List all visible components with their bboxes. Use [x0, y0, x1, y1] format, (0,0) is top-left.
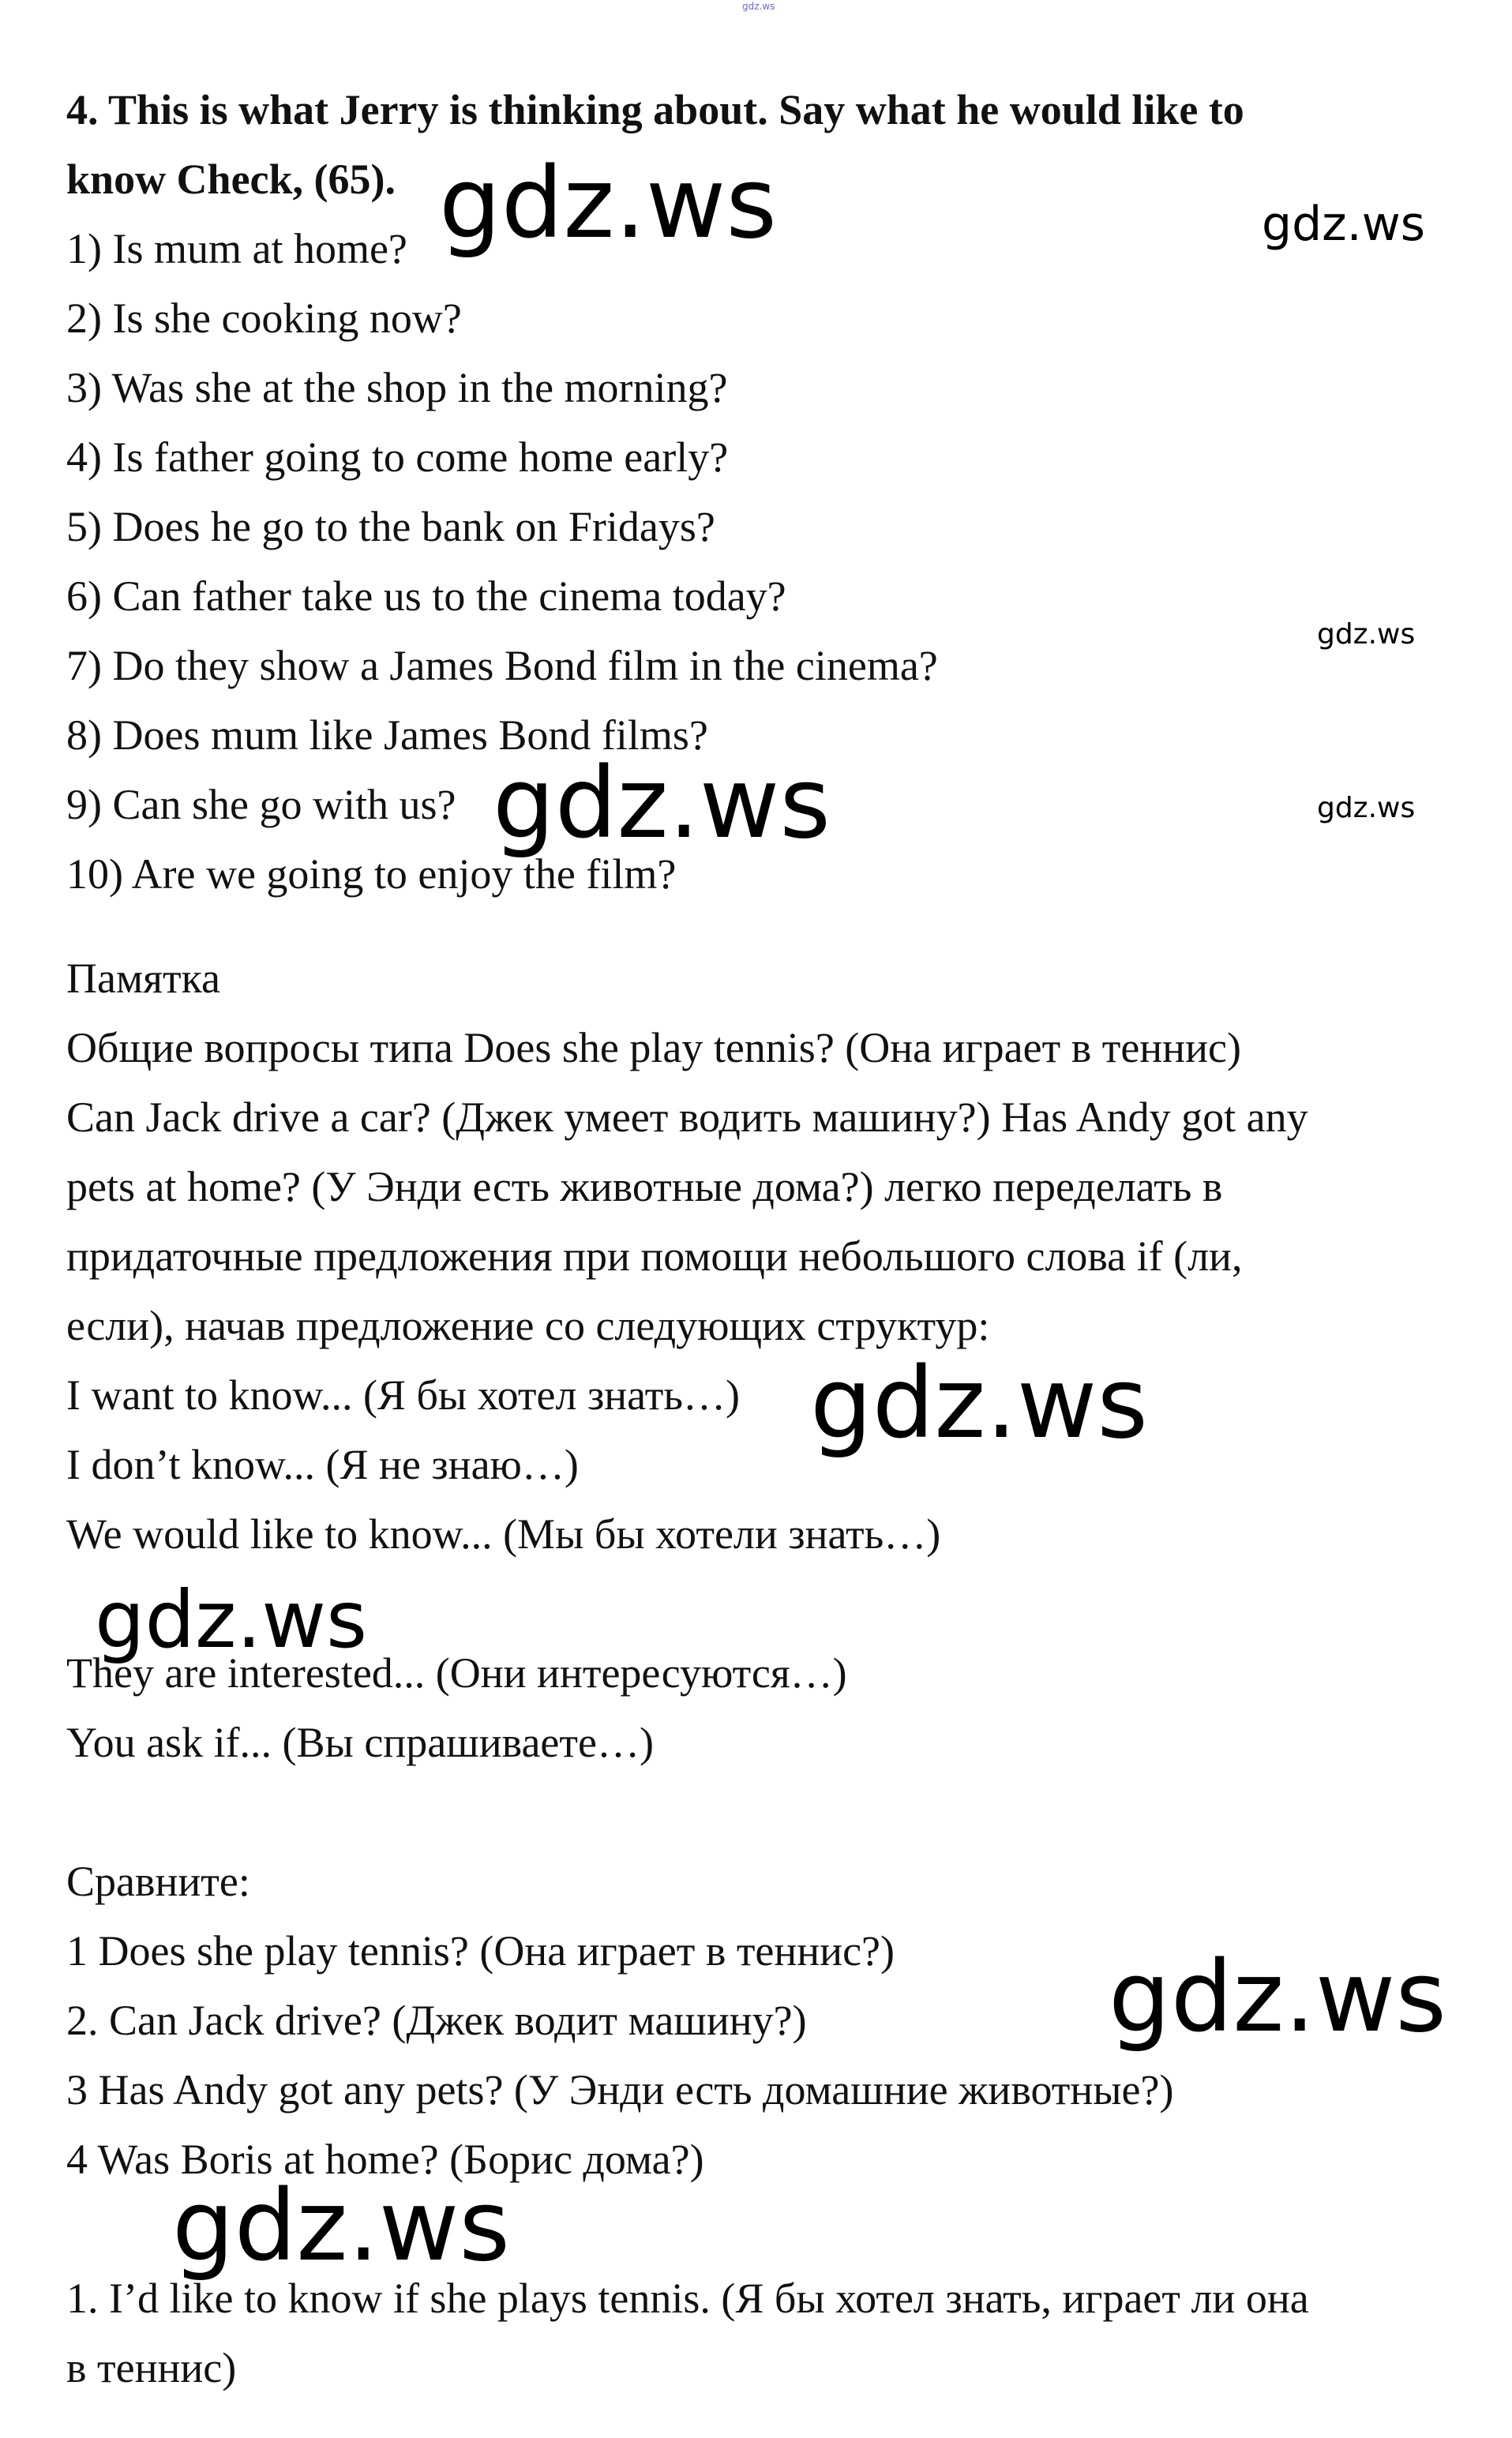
memo-line: если), начав предложение со следующих структур:	[66, 1302, 990, 1349]
question-item: 5) Does he go to the bank on Fridays?	[66, 503, 715, 550]
question-item: 10) Are we going to enjoy the film?	[66, 850, 677, 898]
memo-line: придаточные предложения при помощи небольшого слова if (ли,	[66, 1232, 1243, 1280]
compare-heading: Сравните:	[66, 1858, 250, 1905]
memo-line: I want to know... (Я бы хотел знать…)	[66, 1371, 740, 1419]
question-item: 1) Is mum at home?	[66, 225, 407, 272]
question-item: 9) Can she go with us?	[66, 781, 456, 828]
answer-line: в теннис)	[66, 2344, 237, 2391]
watermark: gdz.ws	[439, 147, 777, 261]
memo-line: pets at home? (У Энди есть животные дома?) легко переделать в	[66, 1163, 1223, 1210]
top-tiny-watermark: gdz.ws	[742, 1, 775, 12]
question-item: 8) Does mum like James Bond films?	[66, 711, 708, 759]
memo-line: We would like to know... (Мы бы хотели знать…)	[66, 1510, 941, 1558]
compare-line: 3 Has Andy got any pets? (У Энди есть домашние животные?)	[66, 2066, 1174, 2114]
question-item: 6) Can father take us to the cinema today?	[66, 572, 786, 620]
memo-line: They are interested... (Они интересуются…)	[66, 1649, 847, 1697]
compare-line: 4 Was Boris at home? (Борис дома?)	[66, 2136, 704, 2183]
watermark: gdz.ws	[810, 1347, 1148, 1461]
exercise-title-line-2: know Check, (65).	[66, 156, 396, 203]
memo-line: Can Jack drive a car? (Джек умеет водить машину?) Has Andy got any	[66, 1093, 1308, 1141]
watermark: gdz.ws	[1317, 618, 1416, 651]
compare-line: 2. Can Jack drive? (Джек водит машину?)	[66, 1997, 807, 2044]
question-item: 3) Was she at the shop in the morning?	[66, 364, 728, 411]
memo-line: Общие вопросы типа Does she play tennis? (Она играет в теннис)	[66, 1024, 1241, 1071]
memo-line: I don’t know... (Я не знаю…)	[66, 1441, 579, 1488]
watermark: gdz.ws	[1317, 792, 1416, 824]
question-item: 2) Is she cooking now?	[66, 294, 462, 342]
watermark: gdz.ws	[172, 2170, 510, 2283]
question-item: 4) Is father going to come home early?	[66, 433, 729, 481]
compare-line: 1 Does she play tennis? (Она играет в теннис?)	[66, 1927, 895, 1975]
watermark: gdz.ws	[1109, 1941, 1446, 2054]
question-item: 7) Do they show a James Bond film in the cinema?	[66, 642, 938, 689]
exercise-title-line-1: 4. This is what Jerry is thinking about. Say what he would like to	[66, 86, 1244, 133]
answer-line: 1. I’d like to know if she plays tennis. (Я бы хотел знать, играет ли она	[66, 2275, 1309, 2322]
watermark: gdz.ws	[95, 1573, 368, 1666]
memo-line: You ask if... (Вы спрашиваете…)	[66, 1719, 654, 1766]
watermark: gdz.ws	[1262, 197, 1426, 252]
memo-heading: Памятка	[66, 955, 220, 1002]
watermark: gdz.ws	[493, 747, 831, 861]
